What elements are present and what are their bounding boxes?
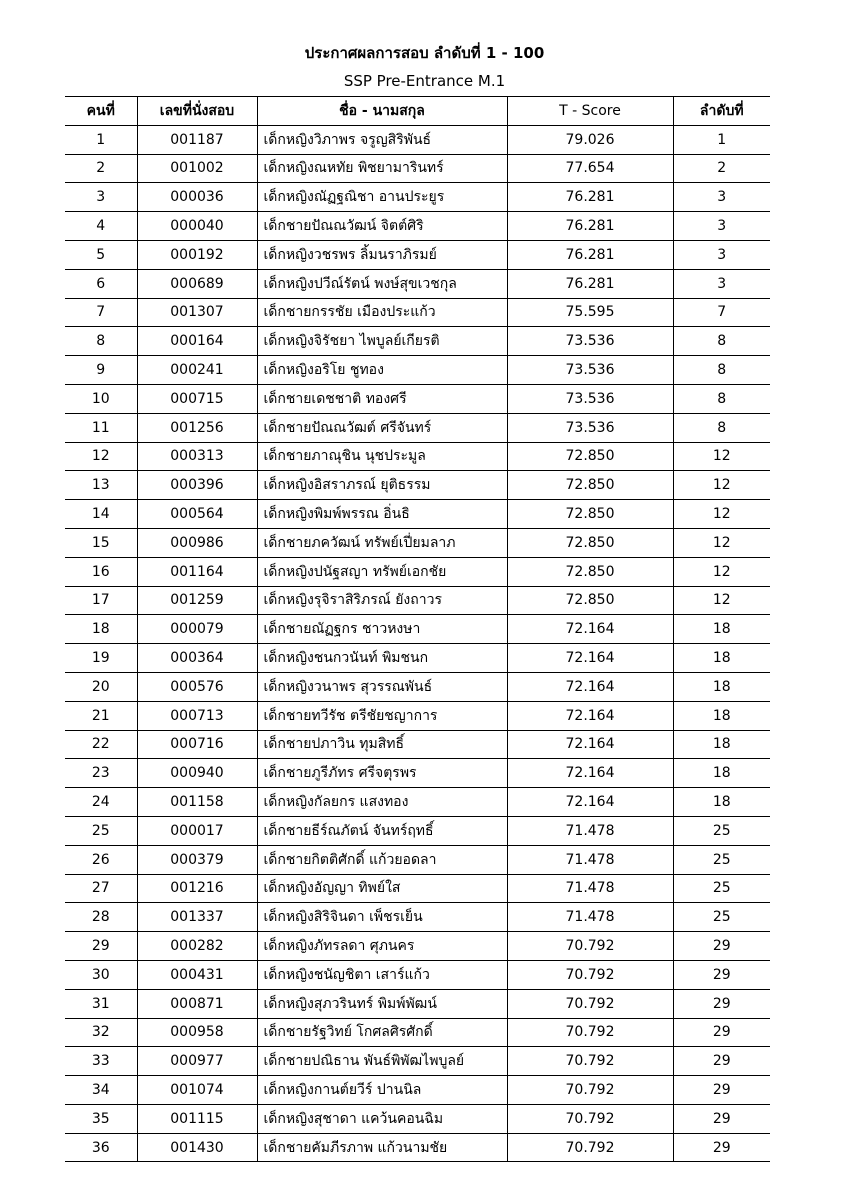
cell-rank: 29 <box>673 1076 770 1105</box>
cell-full-name: เด็กชายปภาวิน ทุมสิทธิ์ <box>257 730 507 759</box>
cell-t-score: 73.536 <box>507 356 673 385</box>
cell-t-score: 71.478 <box>507 903 673 932</box>
cell-person-no: 3 <box>65 183 137 212</box>
cell-full-name: เด็กชายทวีรัช ตรีชัยชญาการ <box>257 701 507 730</box>
cell-full-name: เด็กชายธีร์ณภัตน์ จันทร์ฤทธิ์ <box>257 816 507 845</box>
table-row <box>65 932 770 961</box>
cell-seat-no: 000192 <box>137 240 257 269</box>
cell-full-name: เด็กหญิงอัญญา ทิพย์ใส <box>257 874 507 903</box>
table-row <box>65 125 770 154</box>
cell-person-no: 30 <box>65 960 137 989</box>
cell-full-name: เด็กหญิงอิสราภรณ์ ยุติธรรม <box>257 471 507 500</box>
cell-t-score: 77.654 <box>507 154 673 183</box>
table-row <box>65 356 770 385</box>
cell-person-no: 7 <box>65 298 137 327</box>
cell-person-no: 29 <box>65 932 137 961</box>
table-row <box>65 1104 770 1133</box>
cell-rank: 8 <box>673 413 770 442</box>
cell-seat-no: 000040 <box>137 212 257 241</box>
cell-t-score: 72.164 <box>507 730 673 759</box>
header-full-name: ชื่อ - นามสกุล <box>257 97 507 126</box>
cell-person-no: 2 <box>65 154 137 183</box>
cell-person-no: 6 <box>65 269 137 298</box>
cell-seat-no: 000940 <box>137 759 257 788</box>
table-row <box>65 471 770 500</box>
cell-full-name: เด็กชายคัมภีรภาพ แก้วนามชัย <box>257 1133 507 1162</box>
cell-t-score: 70.792 <box>507 960 673 989</box>
cell-seat-no: 000715 <box>137 384 257 413</box>
cell-person-no: 23 <box>65 759 137 788</box>
cell-seat-no: 000431 <box>137 960 257 989</box>
table-row <box>65 1133 770 1162</box>
cell-full-name: เด็กหญิงณหทัย พิชยามารินทร์ <box>257 154 507 183</box>
table-row <box>65 500 770 529</box>
cell-seat-no: 000396 <box>137 471 257 500</box>
cell-seat-no: 000282 <box>137 932 257 961</box>
cell-person-no: 31 <box>65 989 137 1018</box>
cell-t-score: 70.792 <box>507 932 673 961</box>
table-row <box>65 788 770 817</box>
cell-seat-no: 000986 <box>137 528 257 557</box>
cell-person-no: 35 <box>65 1104 137 1133</box>
header-t-score: T - Score <box>507 97 673 126</box>
cell-person-no: 25 <box>65 816 137 845</box>
cell-full-name: เด็กชายปณิธาน พันธ์พิพัฒไพบูลย์ <box>257 1047 507 1076</box>
cell-full-name: เด็กหญิงณัฏฐณิชา อานประยูร <box>257 183 507 212</box>
table-row <box>65 586 770 615</box>
cell-rank: 18 <box>673 788 770 817</box>
cell-rank: 1 <box>673 125 770 154</box>
cell-rank: 25 <box>673 903 770 932</box>
cell-seat-no: 000958 <box>137 1018 257 1047</box>
table-row <box>65 212 770 241</box>
cell-rank: 18 <box>673 759 770 788</box>
table-row <box>65 759 770 788</box>
cell-rank: 18 <box>673 672 770 701</box>
cell-rank: 29 <box>673 1047 770 1076</box>
cell-person-no: 19 <box>65 644 137 673</box>
cell-seat-no: 001337 <box>137 903 257 932</box>
cell-full-name: เด็กหญิงกานต์ยวีร์ ปานนิล <box>257 1076 507 1105</box>
cell-rank: 29 <box>673 989 770 1018</box>
table-row <box>65 298 770 327</box>
cell-t-score: 72.164 <box>507 701 673 730</box>
cell-seat-no: 001158 <box>137 788 257 817</box>
cell-t-score: 72.850 <box>507 500 673 529</box>
cell-t-score: 71.478 <box>507 874 673 903</box>
cell-full-name: เด็กชายภควัฒน์ ทรัพย์เปี่ยมลาภ <box>257 528 507 557</box>
cell-full-name: เด็กชายกิตติศักดิ์ แก้วยอดลา <box>257 845 507 874</box>
cell-t-score: 72.164 <box>507 615 673 644</box>
table-row <box>65 240 770 269</box>
cell-t-score: 71.478 <box>507 816 673 845</box>
cell-seat-no: 000364 <box>137 644 257 673</box>
cell-person-no: 15 <box>65 528 137 557</box>
cell-full-name: เด็กชายกรรชัย เมืองประแก้ว <box>257 298 507 327</box>
cell-t-score: 70.792 <box>507 989 673 1018</box>
cell-t-score: 79.026 <box>507 125 673 154</box>
cell-rank: 25 <box>673 816 770 845</box>
table-row <box>65 874 770 903</box>
cell-person-no: 32 <box>65 1018 137 1047</box>
cell-person-no: 14 <box>65 500 137 529</box>
cell-t-score: 73.536 <box>507 384 673 413</box>
cell-person-no: 18 <box>65 615 137 644</box>
cell-t-score: 76.281 <box>507 183 673 212</box>
cell-seat-no: 001115 <box>137 1104 257 1133</box>
cell-full-name: เด็กหญิงปวีณ์รัตน์ พงษ์สุขเวชกุล <box>257 269 507 298</box>
cell-seat-no: 001164 <box>137 557 257 586</box>
cell-person-no: 8 <box>65 327 137 356</box>
cell-rank: 12 <box>673 500 770 529</box>
cell-seat-no: 000564 <box>137 500 257 529</box>
cell-full-name: เด็กหญิงอริโย ชูทอง <box>257 356 507 385</box>
cell-person-no: 34 <box>65 1076 137 1105</box>
cell-rank: 2 <box>673 154 770 183</box>
header-person-no: คนที่ <box>65 97 137 126</box>
table-row <box>65 644 770 673</box>
cell-t-score: 70.792 <box>507 1133 673 1162</box>
cell-t-score: 72.164 <box>507 644 673 673</box>
cell-t-score: 70.792 <box>507 1104 673 1133</box>
cell-seat-no: 001256 <box>137 413 257 442</box>
cell-rank: 3 <box>673 240 770 269</box>
cell-person-no: 21 <box>65 701 137 730</box>
table-row <box>65 1018 770 1047</box>
cell-person-no: 4 <box>65 212 137 241</box>
cell-seat-no: 001216 <box>137 874 257 903</box>
cell-seat-no: 000036 <box>137 183 257 212</box>
cell-full-name: เด็กหญิงจิรัชยา ไพบูลย์เกียรติ <box>257 327 507 356</box>
cell-person-no: 16 <box>65 557 137 586</box>
table-row <box>65 442 770 471</box>
header-rank: ลำดับที่ <box>673 97 770 126</box>
table-row <box>65 989 770 1018</box>
cell-rank: 29 <box>673 1133 770 1162</box>
cell-person-no: 27 <box>65 874 137 903</box>
cell-seat-no: 001430 <box>137 1133 257 1162</box>
cell-t-score: 73.536 <box>507 327 673 356</box>
cell-seat-no: 000313 <box>137 442 257 471</box>
cell-person-no: 36 <box>65 1133 137 1162</box>
cell-rank: 3 <box>673 212 770 241</box>
cell-seat-no: 001307 <box>137 298 257 327</box>
cell-t-score: 70.792 <box>507 1047 673 1076</box>
cell-seat-no: 000977 <box>137 1047 257 1076</box>
cell-seat-no: 001187 <box>137 125 257 154</box>
cell-rank: 29 <box>673 932 770 961</box>
table-row <box>65 1047 770 1076</box>
page-subtitle: SSP Pre-Entrance M.1 <box>343 72 506 90</box>
cell-rank: 12 <box>673 557 770 586</box>
cell-rank: 3 <box>673 269 770 298</box>
cell-rank: 18 <box>673 730 770 759</box>
table-row <box>65 615 770 644</box>
cell-person-no: 22 <box>65 730 137 759</box>
cell-rank: 12 <box>673 442 770 471</box>
cell-rank: 25 <box>673 874 770 903</box>
cell-full-name: เด็กหญิงวนาพร สุวรรณพันธ์ <box>257 672 507 701</box>
table-row <box>65 384 770 413</box>
cell-full-name: เด็กหญิงพิมพ์พรรณ อิ่นธิ <box>257 500 507 529</box>
cell-rank: 18 <box>673 615 770 644</box>
cell-t-score: 76.281 <box>507 269 673 298</box>
cell-t-score: 72.164 <box>507 672 673 701</box>
cell-full-name: เด็กหญิงสุชาดา แคว้นคอนฉิม <box>257 1104 507 1133</box>
table-row <box>65 413 770 442</box>
cell-rank: 7 <box>673 298 770 327</box>
cell-person-no: 1 <box>65 125 137 154</box>
cell-rank: 29 <box>673 1018 770 1047</box>
cell-t-score: 72.164 <box>507 759 673 788</box>
cell-t-score: 72.164 <box>507 788 673 817</box>
cell-seat-no: 001259 <box>137 586 257 615</box>
cell-seat-no: 000576 <box>137 672 257 701</box>
cell-t-score: 75.595 <box>507 298 673 327</box>
table-row <box>65 183 770 212</box>
cell-person-no: 20 <box>65 672 137 701</box>
table-row <box>65 557 770 586</box>
cell-person-no: 11 <box>65 413 137 442</box>
table-row <box>65 327 770 356</box>
table-row <box>65 701 770 730</box>
cell-person-no: 10 <box>65 384 137 413</box>
cell-full-name: เด็กชายณัฏฐกร ชาวหงษา <box>257 615 507 644</box>
cell-t-score: 72.850 <box>507 586 673 615</box>
cell-full-name: เด็กหญิงชนัญชิตา เสาร์แก้ว <box>257 960 507 989</box>
cell-full-name: เด็กหญิงชนกวนันท์ พิมชนก <box>257 644 507 673</box>
cell-seat-no: 000241 <box>137 356 257 385</box>
cell-seat-no: 000689 <box>137 269 257 298</box>
table-body <box>65 125 770 1162</box>
cell-full-name: เด็กชายเดชชาติ ทองศรี <box>257 384 507 413</box>
cell-full-name: เด็กหญิงวิภาพร จรูญสิริพันธ์ <box>257 125 507 154</box>
cell-full-name: เด็กชายปัณณวัฒต์ ศรีจันทร์ <box>257 413 507 442</box>
cell-t-score: 70.792 <box>507 1018 673 1047</box>
cell-full-name: เด็กหญิงสุภวรินทร์ พิมพ์พัฒน์ <box>257 989 507 1018</box>
cell-full-name: เด็กชายรัฐวิทย์ โกศลศิรศักดิ์ <box>257 1018 507 1047</box>
cell-person-no: 28 <box>65 903 137 932</box>
cell-person-no: 33 <box>65 1047 137 1076</box>
cell-seat-no: 000871 <box>137 989 257 1018</box>
cell-t-score: 72.850 <box>507 471 673 500</box>
table-row <box>65 269 770 298</box>
cell-rank: 18 <box>673 701 770 730</box>
cell-seat-no: 000164 <box>137 327 257 356</box>
table-row <box>65 903 770 932</box>
table-row <box>65 845 770 874</box>
cell-t-score: 72.850 <box>507 528 673 557</box>
cell-t-score: 76.281 <box>507 212 673 241</box>
cell-rank: 3 <box>673 183 770 212</box>
cell-rank: 29 <box>673 960 770 989</box>
cell-seat-no: 000716 <box>137 730 257 759</box>
cell-full-name: เด็กหญิงวชรพร ลิ้มนราภิรมย์ <box>257 240 507 269</box>
cell-seat-no: 000017 <box>137 816 257 845</box>
cell-seat-no: 001074 <box>137 1076 257 1105</box>
table-row <box>65 672 770 701</box>
cell-full-name: เด็กหญิงรุจิราสิริภรณ์ ยังถาวร <box>257 586 507 615</box>
table-row <box>65 1076 770 1105</box>
cell-t-score: 71.478 <box>507 845 673 874</box>
cell-full-name: เด็กหญิงปนัฐสญา ทรัพย์เอกชัย <box>257 557 507 586</box>
cell-t-score: 70.792 <box>507 1076 673 1105</box>
cell-seat-no: 001002 <box>137 154 257 183</box>
cell-person-no: 9 <box>65 356 137 385</box>
cell-full-name: เด็กชายปัณณวัฒน์ จิตต์ศิริ <box>257 212 507 241</box>
cell-person-no: 17 <box>65 586 137 615</box>
cell-full-name: เด็กชายภาณุชิน นุชประมูล <box>257 442 507 471</box>
table-row <box>65 960 770 989</box>
results-table <box>65 96 770 1162</box>
cell-rank: 8 <box>673 384 770 413</box>
cell-rank: 8 <box>673 327 770 356</box>
page-title: ประกาศผลการสอบ ลำดับที่ 1 - 100 <box>304 44 545 62</box>
cell-full-name: เด็กหญิงกัลยกร แสงทอง <box>257 788 507 817</box>
cell-rank: 18 <box>673 644 770 673</box>
cell-seat-no: 000713 <box>137 701 257 730</box>
cell-t-score: 72.850 <box>507 557 673 586</box>
cell-seat-no: 000079 <box>137 615 257 644</box>
cell-person-no: 26 <box>65 845 137 874</box>
cell-t-score: 76.281 <box>507 240 673 269</box>
cell-person-no: 12 <box>65 442 137 471</box>
cell-full-name: เด็กหญิงสิริจินดา เพ็ชรเย็น <box>257 903 507 932</box>
cell-t-score: 73.536 <box>507 413 673 442</box>
table-row <box>65 816 770 845</box>
cell-rank: 12 <box>673 471 770 500</box>
cell-rank: 25 <box>673 845 770 874</box>
cell-rank: 12 <box>673 586 770 615</box>
cell-full-name: เด็กหญิงภัทรลดา ศุภนคร <box>257 932 507 961</box>
header-seat-no: เลขที่นั่งสอบ <box>137 97 257 126</box>
cell-rank: 12 <box>673 528 770 557</box>
cell-person-no: 24 <box>65 788 137 817</box>
table-row <box>65 528 770 557</box>
cell-rank: 8 <box>673 356 770 385</box>
table-row <box>65 154 770 183</box>
table-row <box>65 730 770 759</box>
cell-person-no: 13 <box>65 471 137 500</box>
cell-person-no: 5 <box>65 240 137 269</box>
table-header-row <box>65 97 770 126</box>
cell-full-name: เด็กชายภูรีภัทร ศรีจตุรพร <box>257 759 507 788</box>
cell-seat-no: 000379 <box>137 845 257 874</box>
cell-rank: 29 <box>673 1104 770 1133</box>
cell-t-score: 72.850 <box>507 442 673 471</box>
